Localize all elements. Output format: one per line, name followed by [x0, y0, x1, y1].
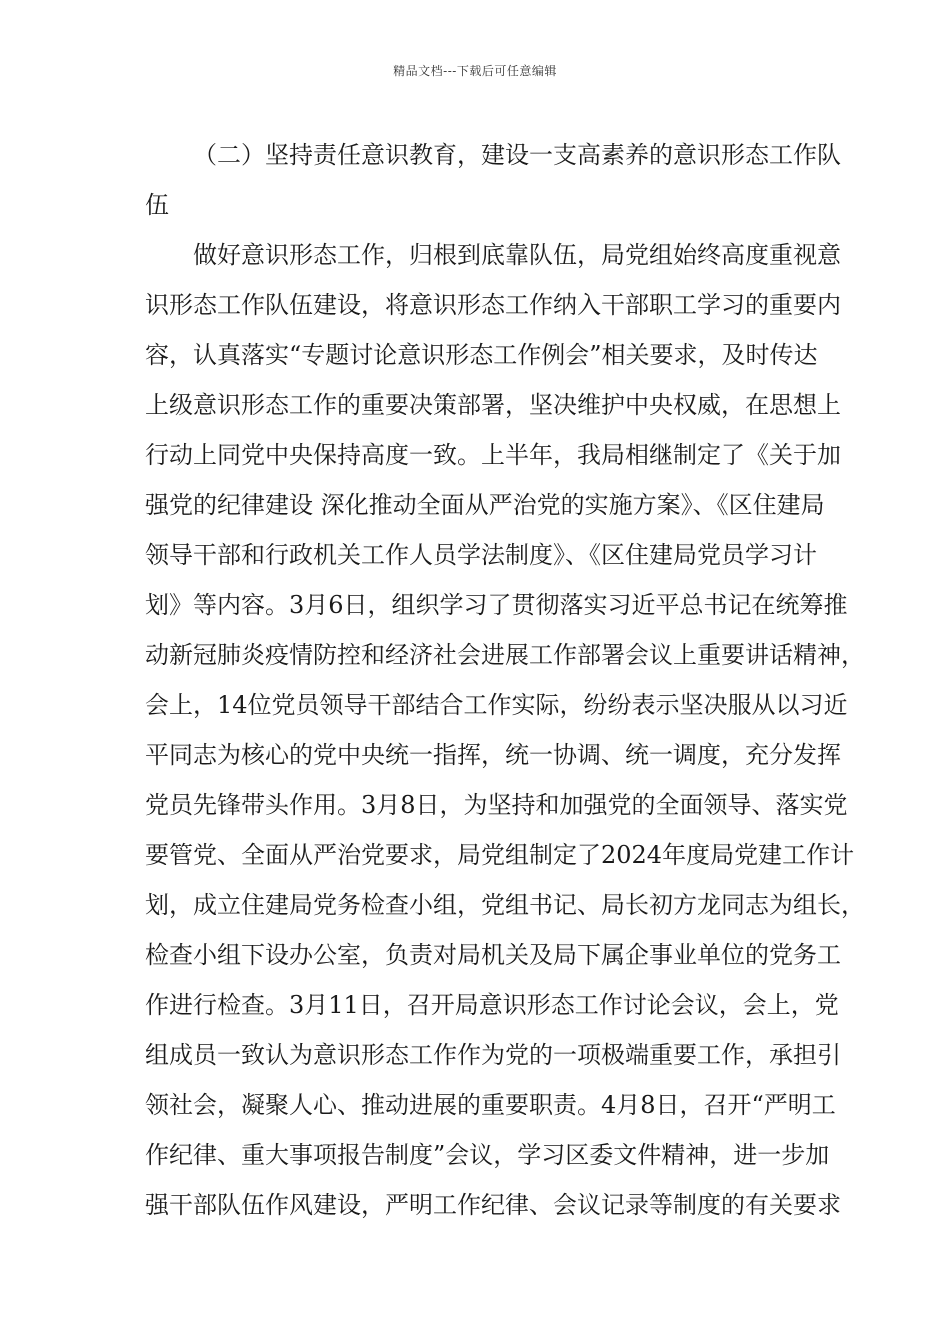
paragraph-line: 党员先锋带头作用。3月8日，为坚持和加强党的全面领导、落实党	[145, 791, 848, 819]
paragraph-line: 上级意识形态工作的重要决策部署，坚决维护中央权威，在思想上	[145, 391, 841, 419]
paragraph-line: 识形态工作队伍建设，将意识形态工作纳入干部职工学习的重要内	[145, 291, 841, 319]
paragraph-line: 行动上同党中央保持高度一致。上半年，我局相继制定了《关于加	[145, 441, 841, 469]
paragraph-line: 检查小组下设办公室，负责对局机关及局下属企事业单位的党务工	[145, 941, 841, 969]
page-header: 精品文档---下载后可任意编辑	[393, 64, 557, 78]
paragraph-line: 平同志为核心的党中央统一指挥，统一协调、统一调度，充分发挥	[145, 741, 841, 769]
section-heading-line: 伍	[145, 191, 169, 219]
paragraph-line: 划》等内容。3月6日，组织学习了贯彻落实习近平总书记在统筹推	[145, 591, 848, 619]
paragraph-line: 强党的纪律建设 深化推动全面从严治党的实施方案》、《区住建局	[145, 491, 825, 519]
paragraph-line: 容，认真落实“专题讨论意识形态工作例会”相关要求，及时传达	[145, 341, 818, 369]
paragraph-line: 组成员一致认为意识形态工作作为党的一项极端重要工作，承担引	[145, 1041, 841, 1069]
paragraph-line: 强干部队伍作风建设，严明工作纪律、会议记录等制度的有关要求	[145, 1191, 841, 1219]
paragraph-line: 会上，14位党员领导干部结合工作实际，纷纷表示坚决服从以习近	[145, 691, 848, 719]
paragraph-line: 作纪律、重大事项报告制度”会议，学习区委文件精神，进一步加	[145, 1141, 830, 1169]
paragraph-line: 做好意识形态工作，归根到底靠队伍，局党组始终高度重视意	[193, 241, 841, 269]
paragraph-line: 要管党、全面从严治党要求，局党组制定了2024年度局党建工作计	[145, 841, 855, 869]
paragraph-line: 动新冠肺炎疫情防控和经济社会进展工作部署会议上重要讲话精神，	[145, 641, 865, 669]
paragraph-line: 划，成立住建局党务检查小组，党组书记、局长初方龙同志为组长，	[145, 891, 865, 919]
paragraph-line: 领导干部和行政机关工作人员学法制度》、《区住建局党员学习计	[145, 541, 817, 569]
paragraph-line: 领社会，凝聚人心、推动进展的重要职责。4月8日，召开“严明工	[145, 1091, 836, 1119]
paragraph-line: 作进行检查。3月11日，召开局意识形态工作讨论会议，会上，党	[145, 991, 839, 1019]
document-body	[145, 130, 865, 1230]
section-heading-line: （二）坚持责任意识教育，建设一支高素养的意识形态工作队	[193, 141, 841, 169]
